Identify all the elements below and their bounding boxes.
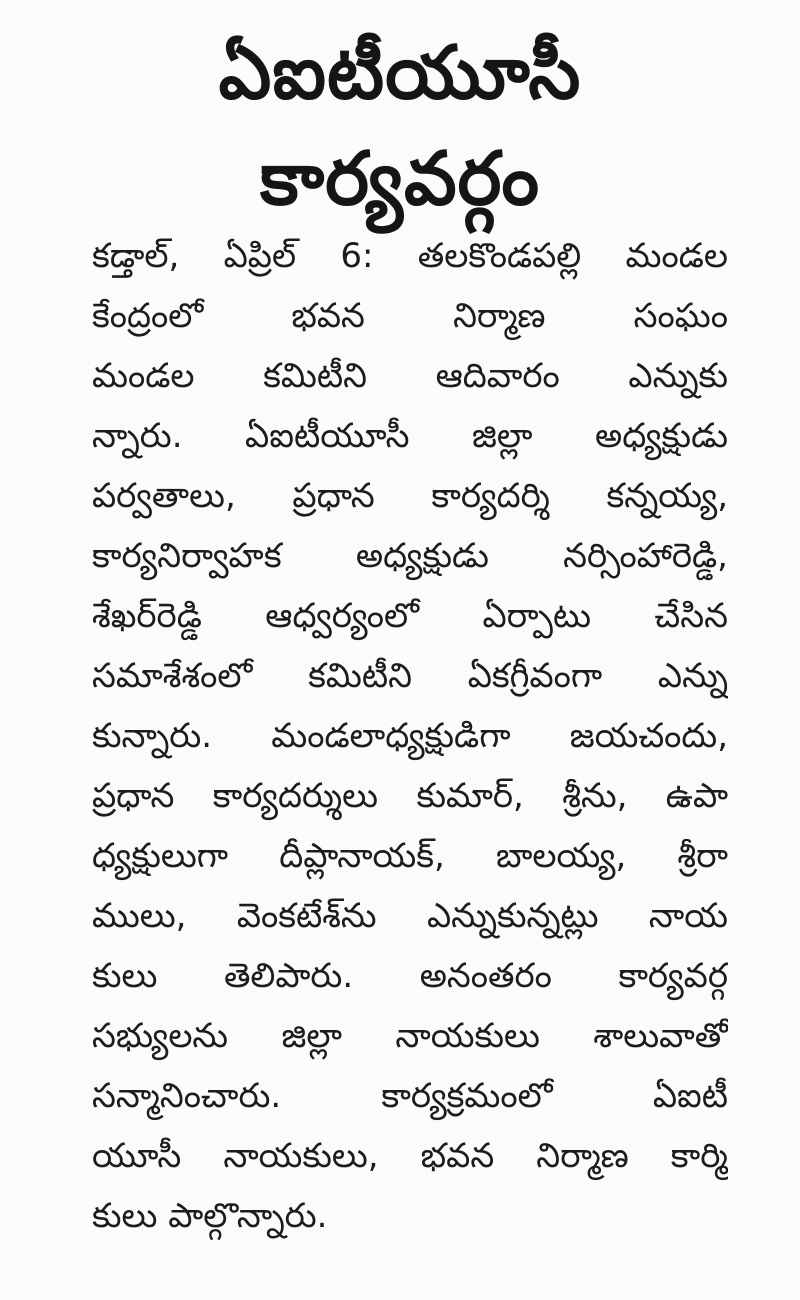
- article-line: కార్యనిర్వాహక అధ్యక్షుడు నర్సింహారెడ్డి,: [92, 536, 728, 576]
- article-line: సభ్యులను జిల్లా నాయకులు శాలువాతో: [92, 1016, 728, 1056]
- article-line: న్నారు. ఏఐటీయూసీ జిల్లా అధ్యక్షుడు: [92, 416, 728, 456]
- headline-line-1: ఏఐటీయూసీ: [218, 30, 582, 116]
- article-line: పర్వతాలు, ప్రధాన కార్యదర్శి కన్నయ్య,: [92, 476, 728, 516]
- article-line: ములు, వెంకటేశ్‌ను ఎన్నుకున్నట్లు నాయ: [92, 896, 728, 936]
- article-line: శేఖర్‌రెడ్డి ఆధ్వర్యంలో ఏర్పాటు చేసిన: [92, 596, 728, 636]
- article-line: యూసీ నాయకులు, భవన నిర్మాణ కార్మి: [92, 1136, 728, 1176]
- article-line: ధ్యక్షులుగా దీప్లానాయక్, బాలయ్య, శ్రీరా: [92, 836, 728, 876]
- article-line: సమాశేశంలో కమిటీని ఏకగ్రీవంగా ఎన్ను: [92, 656, 728, 696]
- article-line: కులు తెలిపారు. అనంతరం కార్యవర్గ: [92, 956, 728, 996]
- article-line: కేంద్రంలో భవన నిర్మాణ సంఘం: [92, 296, 728, 336]
- article-body: [92, 226, 728, 1246]
- article-line-last: కులు పాల్గొన్నారు.: [92, 1196, 328, 1236]
- article-line: ప్రధాన కార్యదర్శులు కుమార్, శ్రీను, ఉపా: [92, 776, 728, 816]
- article-line: కడ్తాల్, ఏప్రిల్ 6: తలకొండపల్లి మండల: [92, 236, 728, 276]
- article-line: సన్మానించారు. కార్యక్రమంలో ఏఐటీ: [92, 1076, 728, 1116]
- headline-line-2: కార్యవర్గం: [260, 136, 540, 222]
- article-line: కున్నారు. మండలాధ్యక్షుడిగా జయచందు,: [92, 716, 728, 756]
- article-line: మండల కమిటీని ఆదివారం ఎన్నుకు: [92, 356, 728, 396]
